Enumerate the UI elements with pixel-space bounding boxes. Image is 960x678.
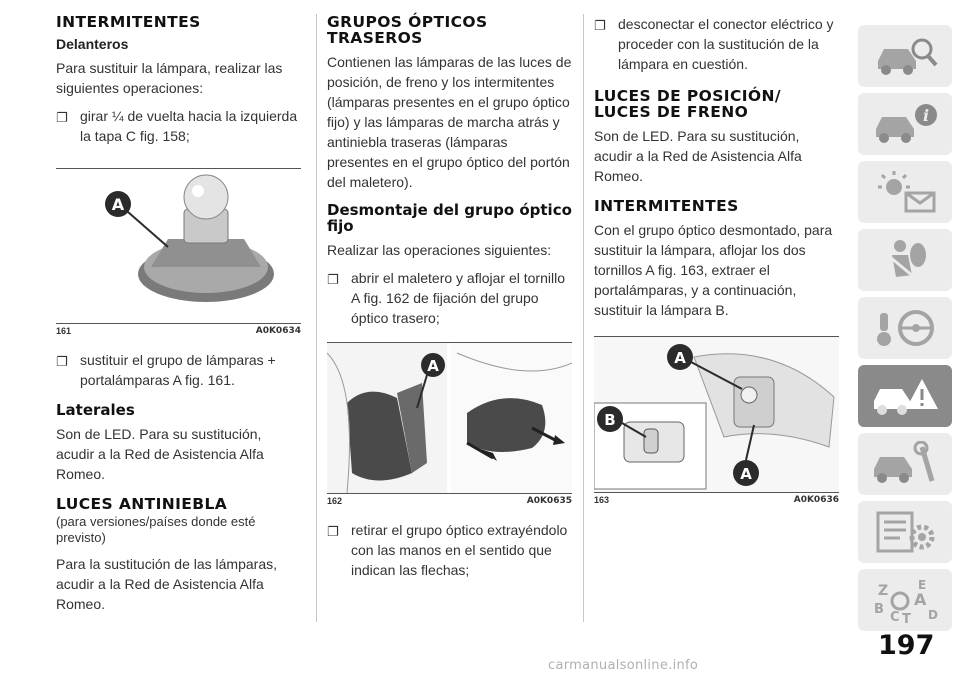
column-2 [327,14,572,588]
callout-a-top: A [674,349,686,367]
column-3 [594,14,839,519]
figure-number: 161 [56,326,72,336]
list-item-text: sustituir el grupo de lámparas + portalámparas A fig. 161. [80,352,276,388]
heading-luces-posicion: LUCES DE POSICIÓN/ LUCES DE FRENO [594,87,781,121]
paragraph-intermitentes: Con el grupo óptico desmontado, para sustituir la lámpara, aflojar los dos tornillos A fig. 163, extraer el portalámparas, y a continuación, sustituir la lámpara B. [594,222,833,318]
svg-text:T: T [902,612,911,625]
car-wrench-icon [870,441,940,487]
list-item-text: retirar el grupo óptico extrayéndolo con las manos en el sentido que indican las flechas; [351,522,568,578]
dashboard-warning-icon [870,169,940,215]
figure-code: A0K0635 [526,496,572,506]
side-nav-car-info[interactable] [858,93,952,155]
list-item-text: girar ¼ de vuelta hacia la izquierda la tapa C fig. 158; [80,108,298,144]
svg-text:i: i [922,106,930,125]
side-nav-maintenance[interactable] [858,433,952,495]
side-nav-index[interactable] [858,569,952,631]
paragraph-grupos: Contienen las lámparas de las luces de posición, de freno y los intermitentes (lámparas presentes en el grupo óptico fijo) y las lámparas de marcha atrás y antiniebla traseras (lámparas presentes en el grupo óptico del portón del maletero). [327,54,572,190]
svg-text:A: A [914,590,927,609]
alphabet-index-icon [870,575,940,625]
heading-intermitentes-traseros: INTERMITENTES [594,197,739,215]
callout-a: A [427,357,439,375]
heading-antiniebla: LUCES ANTINIEBLA [56,495,228,513]
figure-161 [56,168,301,336]
heading-laterales: Laterales [56,401,135,419]
bulb-assembly-image [56,169,301,323]
callout-b: B [604,411,616,429]
callout-a-bottom: A [740,465,752,483]
side-nav-starting-driving[interactable] [858,297,952,359]
side-nav-specifications[interactable] [858,501,952,563]
subheading-delanteros: Delanteros [56,36,129,52]
svg-text:D: D [928,608,938,622]
svg-text:C: C [890,610,900,625]
heading-grupos-opticos: GRUPOS ÓPTICOS TRASEROS [327,13,488,47]
steering-wheel-key-icon [870,305,940,351]
bulb-holder-image [594,337,839,492]
figure-caption [56,324,301,336]
car-emergency-icon [870,373,940,419]
checkbox-bullet-icon: ❐ [327,524,339,539]
checkbox-bullet-icon: ❐ [56,354,68,369]
list-item [327,520,572,580]
figure-caption [327,494,572,506]
list-item [56,106,301,146]
list-item [594,14,839,74]
list-item-text: abrir el maletero y aflojar el tornillo A fig. 162 de fijación del grupo óptico trasero; [351,270,565,326]
car-info-icon [870,101,940,147]
svg-text:Z: Z [878,583,889,599]
paragraph-laterales: Son de LED. Para su sustitución, acudir a la Red de Asistencia Alfa Romeo. [56,426,264,482]
heading-desmontaje: Desmontaje del grupo óptico fijo [327,201,572,235]
callout-a: A [111,195,125,214]
car-search-icon [870,33,940,79]
figure-162 [327,342,572,506]
figure-number: 163 [594,495,610,505]
page-number: 197 [878,630,935,661]
figure-caption [594,493,839,505]
figure-code: A0K0636 [793,495,839,505]
column-1 [56,14,301,622]
watermark: carmanualsonline.info [548,658,699,673]
paragraph-antiniebla: Para la sustitución de las lámparas, acudir a la Red de Asistencia Alfa Romeo. [56,556,277,612]
side-nav-car-search[interactable] [858,25,952,87]
rear-light-removal-image [327,343,572,493]
specifications-gear-icon [870,509,940,555]
column-divider-2 [583,14,584,622]
column-divider-1 [316,14,317,622]
checkbox-bullet-icon: ❐ [327,272,339,287]
figure-number: 162 [327,496,343,506]
airbag-seat-icon [870,237,940,283]
paragraph-posicion: Son de LED. Para su sustitución, acudir a la Red de Asistencia Alfa Romeo. [594,128,802,184]
heading-intermitentes: INTERMITENTES [56,13,201,31]
list-item [327,268,572,328]
side-nav-warning-lights[interactable] [858,161,952,223]
side-nav-emergency[interactable] [858,365,952,427]
figure-code: A0K0634 [255,326,301,336]
svg-text:B: B [874,602,884,617]
side-nav-safety[interactable] [858,229,952,291]
checkbox-bullet-icon: ❐ [594,18,606,33]
list-item-text: desconectar el conector eléctrico y proceder con la sustitución de la lámpara en cuestión. [618,16,834,72]
note-antiniebla: (para versiones/países donde esté previsto) [56,514,256,545]
paragraph-intro: Para sustituir la lámpara, realizar las siguientes operaciones: [56,60,283,96]
list-item [56,350,301,390]
figure-163 [594,336,839,505]
paragraph-operaciones: Realizar las operaciones siguientes: [327,242,552,258]
checkbox-bullet-icon: ❐ [56,110,68,125]
svg-text:E: E [918,578,927,592]
